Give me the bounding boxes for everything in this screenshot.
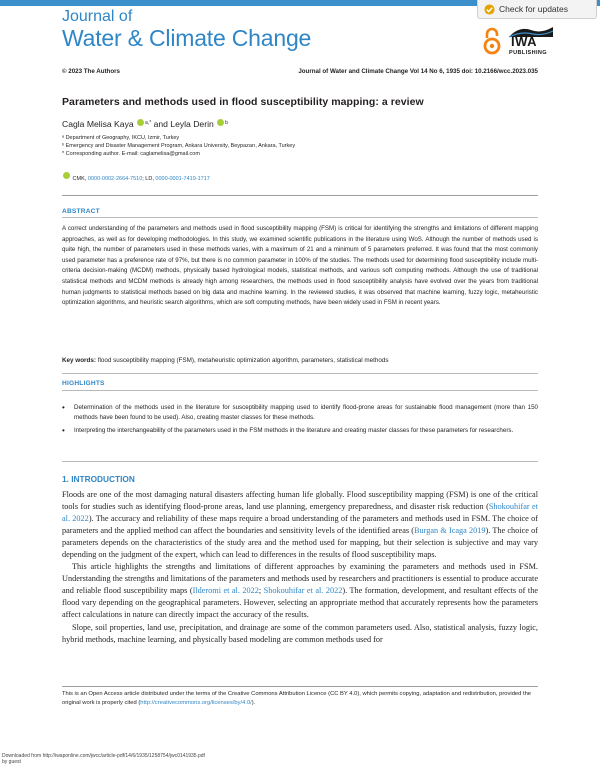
citation-link[interactable]: Shokouhifar et al. 2022 [263,586,343,596]
download-stamp-line2: by guest [2,759,21,765]
iwa-logo-subtext: PUBLISHING [509,50,547,56]
license-link[interactable]: http://creativecommons.org/licenses/by/4.0/ [140,700,252,706]
orcid-link-1[interactable]: 0000-0002-2664-7510 [87,176,143,182]
open-access-lock-icon [482,27,502,55]
body-text: ; [258,586,264,596]
journal-name-line1: Journal of [62,8,133,25]
highlights-heading: HIGHLIGHTS [62,380,105,387]
affiliation-b: ᵇ Emergency and Disaster Management Program, Ankara University, Beypazarı, Ankara, Turkey [62,143,296,149]
keywords-line [62,357,538,364]
orcid-link-2[interactable]: 0000-0001-7419-1717 [155,176,210,182]
corresponding-author: * Corresponding author. E-mail: caglamelisa@gmail.com [62,151,200,157]
footer-divider [62,686,538,687]
citation-link[interactable]: Shokouhifar et al. 2022 [62,502,538,524]
article-title: Parameters and methods used in flood susceptibility mapping: a review [62,96,424,108]
highlight-item [62,403,538,424]
download-stamp-line1: Downloaded from http://iwaponline.com/jwcc/article-pdf/14/6/1935/1258754/jwc0141935.pdf [2,753,205,759]
license-text-end: ). [251,700,256,706]
orcid-prefix-2: ; LD, [142,176,156,182]
orcid-icon[interactable] [137,119,144,126]
check-for-updates-button[interactable] [477,0,597,19]
author-name-2: and Leyla Derin [153,119,214,129]
body-paragraph [62,622,538,646]
highlight-text: Interpreting the interchangeability of the parameters used in the FSM methods in the literature and creating master classes for these parameters for researchers. [74,427,514,434]
header-divider [62,195,538,196]
orcid-icon [63,172,70,179]
abstract-divider [62,217,538,218]
citation-line: Journal of Water and Climate Change Vol 14 No 6, 1935 doi: 10.2166/wcc.2023.035 [298,68,538,75]
abstract-text: A correct understanding of the parameters and methods used in flood susceptibility mapping (FSM) is critical for identifying the strengths and limitations of different mapping approaches, as well as for developing methodologies. In this study, we examined scientific publications in the literature using WoS. Although the number of methods used is quite high, the number of parameters used in these methods varies, with a maximum of 21 and a minimum of 5 parameters preferred. It was found that the most commonly used parameter has a preference rate of 97%, but there is no common parameter in 100% of the studies. The methods used for determining flood susceptibility include multi-criteria decision-making (MCDM) methods, physically based hydrological models, statistical methods, and various soft computing methods. Although the use of traditional statistical methods and MCDM methods is already high among researchers, the methods used in flood susceptibility analysis have evolved over the years from traditional human judgments to statistical methods based on big data and machine learning. In the reviewed studies, it was observed that machine learning, fuzzy logic, metaheuristic optimization algorithms, and heuristic search algorithms, which are soft computing methods, have been widely used in FSM in recent years. [62,225,538,307]
highlight-text: Determination of the methods used in the literature for susceptibility mapping used to identify flood-prone areas for sustainable flood management (more than 150 methods have been found to be used). Also, creating master classes for these methods. [74,404,538,422]
author-1-affiliation-mark: a,* [145,120,152,126]
download-stamp [2,753,205,765]
check-updates-icon [484,4,495,15]
check-updates-label: Check for updates [499,4,568,14]
keywords-label: Key words: [62,357,96,364]
citation-link[interactable]: Ilderomi et al. 2022 [192,586,259,596]
body-paragraph [62,561,538,621]
highlights-divider [62,390,538,391]
abstract-heading: ABSTRACT [62,208,100,215]
body-text: ). The formation, development, and resultant effects of the flood vary depending on the geographical parameters. However, selecting an appropriate method that accurately represents how the parameters affect calculations in nature can directly impact the accuracy of the results. [62,586,538,620]
body-text: ). The accuracy and reliability of these maps require a broad understanding of the parameters and methods used in FSM. The choice of parameters and the applied method can affect the boundaries and sensitivity levels of the identified areas ( [62,514,538,536]
body-text: Floods are one of the most damaging natural disasters affecting human life globally. Flood susceptibility mapping (FSM) is one of the critical tools for studies such as identifying flood-prone areas, land use planning, emergency preparedness, and disaster risk reduction ( [62,490,538,512]
journal-name-line2: Water & Climate Change [62,25,312,51]
body-text: This article highlights the strengths and limitations of different approaches by examining the parameters and methods used in FSM. Understanding the strengths and limitations of the parameters and methods used by researchers and practitioners is essential to produce accurate and reliable flood susceptibility maps ( [62,562,538,596]
affiliation-a: ᵃ Department of Geography, IKCU, Izmir, Turkey [62,135,180,141]
license-text: This is an Open Access article distributed under the terms of the Creative Commons Attribution Licence (CC BY 4.0), which permits copying, adaptation and redistribution, provided the original work is properly cited ( [62,691,532,706]
highlights-end-divider [62,461,538,462]
keywords-divider [62,373,538,374]
highlight-item [62,426,538,436]
introduction-body [62,489,538,646]
introduction-heading: 1. INTRODUCTION [62,474,135,484]
license-notice [62,690,538,708]
copyright-notice: © 2023 The Authors [62,68,120,75]
iwa-logo-text: IWA [511,34,538,49]
orcid-icon[interactable] [217,119,224,126]
body-text: ). The choice of parameters depends on the characteristics of the study area and the method used for mapping, but their selection is subjective and may vary depending on the judgment of the expert, which can lead to differences in the results of flood susceptibility maps. [62,526,538,560]
bullet-icon: • [62,426,65,435]
orcid-line [62,172,210,182]
iwa-publishing-logo[interactable] [507,24,555,60]
author-line [62,119,228,129]
keywords-text: flood susceptibility mapping (FSM), metaheuristic optimization algorithm, parameters, statistical methods [95,357,389,364]
body-text: Slope, soil properties, land use, precipitation, and drainage are some of the common parameters used. Also, statistical analysis, fuzzy logic, hybrid methods, machine learning, and physically based modeling are common methods used for [62,622,538,644]
bullet-icon: • [62,403,65,412]
author-name-1: Cagla Melisa Kaya [62,119,134,129]
author-2-affiliation-mark: b [225,120,228,126]
orcid-prefix-1: CMK, [72,176,88,182]
body-paragraph [62,489,538,561]
citation-link[interactable]: Burgan & Icaga 2019 [414,526,486,536]
